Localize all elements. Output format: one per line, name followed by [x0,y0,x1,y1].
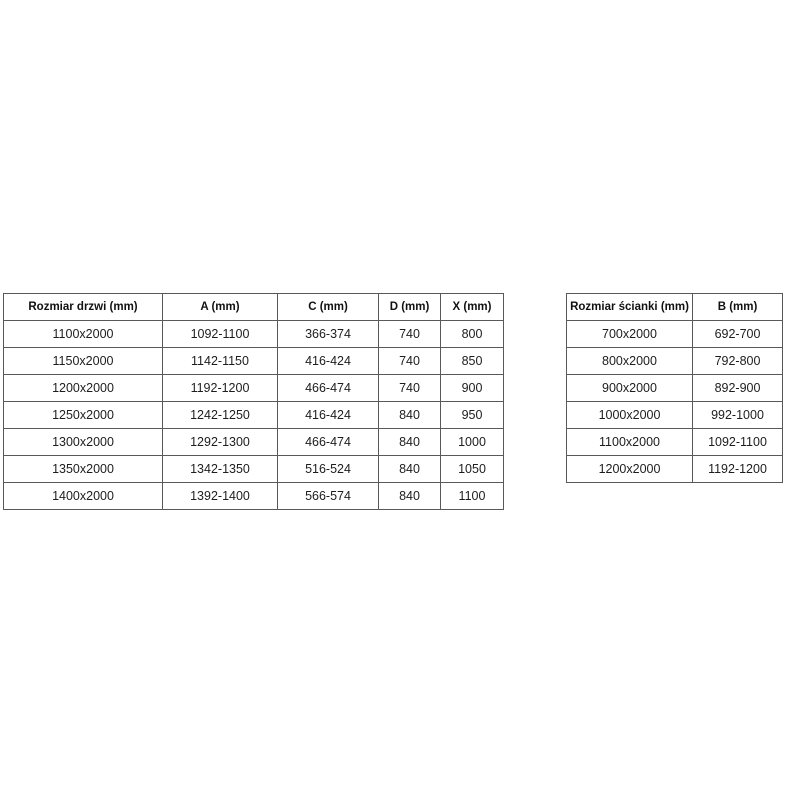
table-cell: 840 [379,456,441,483]
column-header: X (mm) [441,294,504,321]
column-header: A (mm) [163,294,278,321]
table-cell: 792-800 [693,348,783,375]
table-cell: 1342-1350 [163,456,278,483]
column-header: B (mm) [693,294,783,321]
table-row [567,321,783,348]
table-cell: 1150x2000 [4,348,163,375]
table-cell: 740 [379,321,441,348]
table-row [4,483,504,510]
table-cell: 900x2000 [567,375,693,402]
table-row [4,348,504,375]
table-row [567,402,783,429]
table-cell: 1192-1200 [693,456,783,483]
table-cell: 1000 [441,429,504,456]
table-cell: 850 [441,348,504,375]
column-header: Rozmiar ścianki (mm) [567,294,693,321]
table-cell: 800x2000 [567,348,693,375]
table-cell: 566-574 [278,483,379,510]
table-cell: 700x2000 [567,321,693,348]
table-cell: 1300x2000 [4,429,163,456]
table-cell: 1092-1100 [163,321,278,348]
table-cell: 466-474 [278,429,379,456]
table-cell: 1292-1300 [163,429,278,456]
table-row [4,429,504,456]
column-header: Rozmiar drzwi (mm) [4,294,163,321]
table-cell: 1192-1200 [163,375,278,402]
table-cell: 1100 [441,483,504,510]
table-cell: 1200x2000 [567,456,693,483]
table-cell: 1250x2000 [4,402,163,429]
column-header: D (mm) [379,294,441,321]
table-row [4,321,504,348]
table-row [567,375,783,402]
table-cell: 416-424 [278,402,379,429]
table-cell: 692-700 [693,321,783,348]
table-row [567,429,783,456]
table-row [567,456,783,483]
wall-sizes-table [566,293,783,483]
table-cell: 892-900 [693,375,783,402]
table-cell: 1000x2000 [567,402,693,429]
column-header: C (mm) [278,294,379,321]
table-cell: 950 [441,402,504,429]
table-cell: 840 [379,483,441,510]
table-cell: 516-524 [278,456,379,483]
table-cell: 1100x2000 [4,321,163,348]
table-cell: 800 [441,321,504,348]
table-cell: 1350x2000 [4,456,163,483]
table-cell: 1142-1150 [163,348,278,375]
table-cell: 992-1000 [693,402,783,429]
header-row [4,294,504,321]
table-cell: 840 [379,402,441,429]
table-cell: 1400x2000 [4,483,163,510]
table-cell: 740 [379,348,441,375]
table-cell: 840 [379,429,441,456]
table-cell: 900 [441,375,504,402]
table-row [4,402,504,429]
table-cell: 466-474 [278,375,379,402]
table-cell: 1100x2000 [567,429,693,456]
table-row [567,348,783,375]
table-cell: 1242-1250 [163,402,278,429]
table-cell: 1050 [441,456,504,483]
table-cell: 1200x2000 [4,375,163,402]
table-cell: 1092-1100 [693,429,783,456]
table-cell: 740 [379,375,441,402]
table-cell: 366-374 [278,321,379,348]
table-cell: 1392-1400 [163,483,278,510]
table-cell: 416-424 [278,348,379,375]
header-row [567,294,783,321]
table-row [4,456,504,483]
door-sizes-table [3,293,504,510]
table-row [4,375,504,402]
